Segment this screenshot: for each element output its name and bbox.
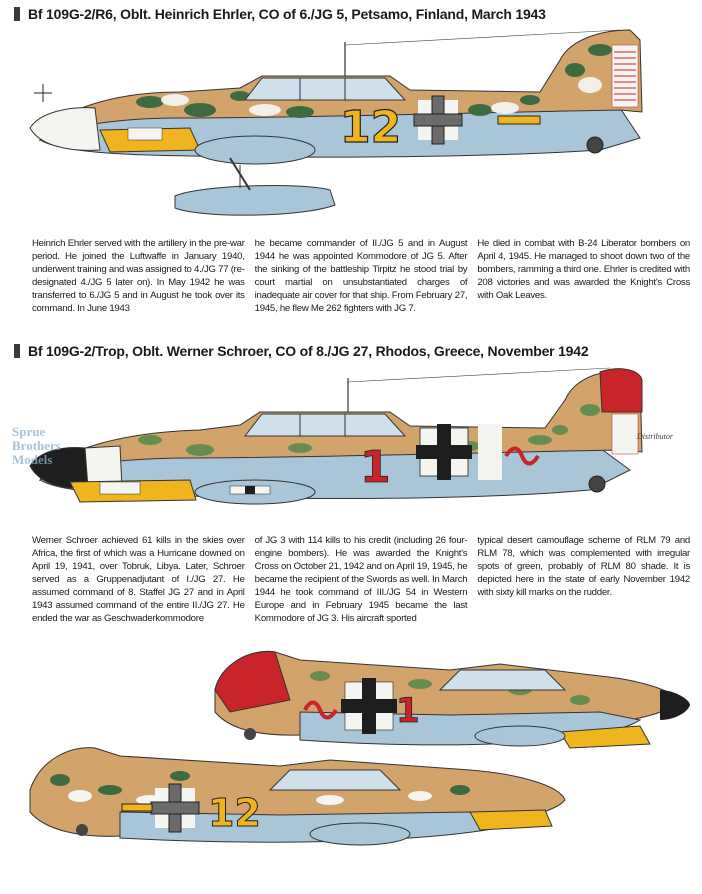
section1-col2: he became commander of II./JG 5 and in August 1944 he was appointed Kommodore of JG 5. After the sinking of the battleship Tirpitz he stood trial by court martial on unsubstantiated charges of inadequate air cover for that ship. From February 27, 1945, he flew Me 262 fighters with JG 7.: [254, 238, 468, 314]
watermark-line: Sprue: [12, 424, 46, 439]
section2-col3: typical desert camouflage scheme of RLM 79 and RLM 78, which was complemented with irregular spots of green, probably of RLM 80 shade. It is depicted here in the state of early November 1942 with sixty kill marks on the rudder.: [477, 535, 691, 598]
section2-col2: of JG 3 with 114 kills to his credit (including 26 four-engine bombers). He was awarded the Knight's Cross on October 21, 1942 and on April 19, 1945, he became the recipient of the Swords as well. In March 1944 he took command of III./JG 54 in Western Europe and in February 1945 became the last Kommodore of JG 3. His aircraft sported: [254, 535, 468, 624]
plane3-number: 1: [396, 691, 420, 731]
plane2-number: 1: [360, 442, 391, 493]
plane1-number: 12: [340, 102, 402, 153]
plane3-profile: [215, 651, 690, 748]
plane4-number: 12: [208, 791, 261, 835]
distributor-watermark: Distributor: [636, 432, 673, 441]
section1-col1: Heinrich Ehrler served with the artillery in the pre-war period. He joined the Luftwaffe in January 1940, underwent training and was assigned to 4./JG 77 (re-designated 4./JG 5 later on). In May 1942 he was transferred to 6./JG 5 and in August he took over its command. In June 1943: [32, 238, 245, 314]
section2-col1: Werner Schroer achieved 61 kills in the skies over Africa, the first of which was a Hurricane downed on April 19, 1941, over Tobruk, Libya. Later, Schroer served as a Gruppenadjutant of I./JG 27. He assumed command of 8. Staffel JG 27 and in April 1943 assumed command of the entire II./JG 27. He ended the war as Geschwaderkommodore: [32, 535, 245, 624]
section1-heading-text: Bf 109G-2/R6, Oblt. Heinrich Ehrler, CO of 6./JG 5, Petsamo, Finland, March 1943: [28, 6, 546, 22]
plane4-profile: [30, 748, 565, 845]
watermark-line: Brothers: [12, 438, 61, 453]
section1-col3: He died in combat with B-24 Liberator bombers on April 4, 1945. He managed to shoot down two of the bombers, ramming a third one. Ehrler is credited with 208 victories and was awarded the Knight's Cross with Oak Leaves.: [477, 238, 691, 301]
watermark-line: Models: [12, 452, 53, 467]
section2-heading-text: Bf 109G-2/Trop, Oblt. Werner Schroer, CO of 8./JG 27, Rhodos, Greece, November 1942: [28, 343, 589, 359]
